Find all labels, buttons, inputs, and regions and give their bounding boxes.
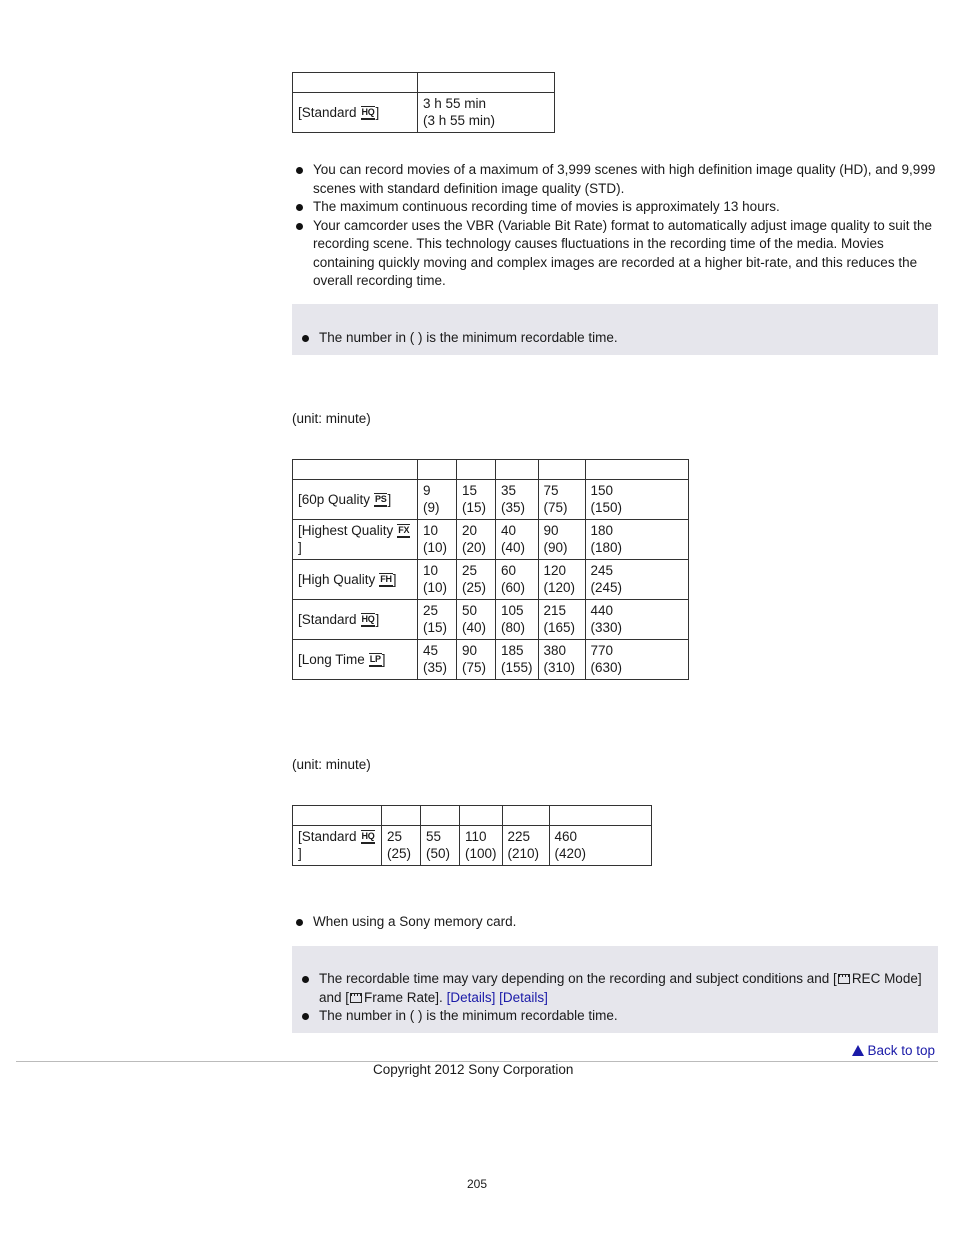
time-value: 90 bbox=[543, 523, 559, 538]
list-item-text: REC Mode] and [ bbox=[319, 971, 922, 1005]
time-minimum: (15) bbox=[423, 620, 448, 635]
time-value: 120 bbox=[543, 563, 567, 578]
details-link[interactable]: [Details] bbox=[446, 989, 496, 1005]
time-cell bbox=[457, 480, 496, 520]
time-value: 45 bbox=[423, 643, 439, 658]
quality-label: [Standard bbox=[298, 104, 357, 120]
time-minimum: (330) bbox=[590, 620, 623, 635]
header-cell bbox=[538, 460, 585, 480]
fx-icon: FX bbox=[397, 524, 410, 538]
list-item-text: The number in ( ) is the minimum recordable time. bbox=[319, 1008, 618, 1023]
quality-cell bbox=[293, 93, 418, 133]
time-value: 10 bbox=[423, 563, 439, 578]
time-minimum: (15) bbox=[462, 500, 487, 515]
table-header-row bbox=[293, 73, 555, 93]
time-value: 770 bbox=[590, 643, 614, 658]
time-minimum: (630) bbox=[590, 660, 623, 675]
time-value: 40 bbox=[501, 523, 517, 538]
film-icon bbox=[350, 993, 362, 1003]
header-cell bbox=[460, 806, 503, 826]
time-value: 10 bbox=[423, 523, 439, 538]
header-cell bbox=[293, 73, 418, 93]
time-cell bbox=[538, 600, 585, 640]
bracket: ] bbox=[381, 651, 386, 667]
header-cell bbox=[549, 806, 651, 826]
list-item-text: The recordable time may vary depending on the recording and subject conditions and [ bbox=[319, 971, 837, 986]
time-value: 380 bbox=[543, 643, 567, 658]
time-value: 150 bbox=[590, 483, 614, 498]
header-cell bbox=[585, 460, 688, 480]
time-value: 225 bbox=[507, 829, 531, 844]
time-cell bbox=[418, 600, 457, 640]
details-link[interactable]: [Details] bbox=[499, 989, 548, 1005]
quality-cell bbox=[293, 600, 418, 640]
bullet-icon bbox=[302, 976, 309, 983]
time-minimum: (9) bbox=[423, 500, 440, 515]
time-cell bbox=[549, 826, 651, 866]
header-cell bbox=[418, 73, 555, 93]
header-cell bbox=[382, 806, 421, 826]
header-cell bbox=[293, 806, 382, 826]
time-minimum: (3 h 55 min) bbox=[423, 113, 496, 128]
list-item-text: Your camcorder uses the VBR (Variable Bit Rate) format to automatically adjust image quality to suit the recording scene. This technology causes fluctuations in the recording time of the media. Movies containing quickly moving and complex images are recorded at a higher bit-rate, and this reduces the overall recording time. bbox=[313, 217, 933, 288]
notes-list-1 bbox=[293, 161, 938, 291]
time-minimum: (40) bbox=[501, 540, 526, 555]
unit-label: (unit: minute) bbox=[292, 411, 371, 426]
list-item bbox=[293, 161, 938, 198]
table-header-row bbox=[293, 460, 689, 480]
time-minimum: (10) bbox=[423, 580, 448, 595]
time-value: 440 bbox=[590, 603, 614, 618]
list-item bbox=[299, 1007, 929, 1026]
time-cell bbox=[496, 560, 539, 600]
time-value: 15 bbox=[462, 483, 478, 498]
header-cell bbox=[496, 460, 539, 480]
bullet-icon bbox=[296, 919, 303, 926]
time-value: 110 bbox=[465, 829, 487, 844]
header-cell bbox=[502, 806, 549, 826]
list-item bbox=[299, 329, 929, 348]
time-cell bbox=[585, 600, 688, 640]
time-cell bbox=[496, 600, 539, 640]
time-cell bbox=[502, 826, 549, 866]
time-minimum: (90) bbox=[543, 540, 568, 555]
time-minimum: (50) bbox=[426, 846, 451, 861]
quality-cell bbox=[293, 560, 418, 600]
time-value: 185 bbox=[501, 643, 524, 658]
time-cell bbox=[457, 640, 496, 680]
time-value: 35 bbox=[501, 483, 517, 498]
note-list-1 bbox=[299, 329, 929, 348]
time-cell bbox=[585, 480, 688, 520]
time-value: 90 bbox=[462, 643, 478, 658]
note-box-1 bbox=[292, 304, 938, 355]
time-value: 60 bbox=[501, 563, 517, 578]
quality-label: [Standard bbox=[298, 829, 357, 844]
recording-time-table-3 bbox=[292, 805, 652, 866]
unit-label: (unit: minute) bbox=[292, 757, 371, 772]
time-value: 245 bbox=[590, 563, 614, 578]
table-row bbox=[293, 826, 652, 866]
list-item-text: The maximum continuous recording time of movies is approximately 13 hours. bbox=[313, 199, 780, 214]
quality-cell bbox=[293, 520, 418, 560]
time-minimum: (165) bbox=[543, 620, 576, 635]
time-minimum: (310) bbox=[543, 660, 576, 675]
list-item-text: When using a Sony memory card. bbox=[313, 914, 517, 929]
quality-cell bbox=[293, 640, 418, 680]
bracket: ] bbox=[298, 846, 302, 861]
header-cell bbox=[418, 460, 457, 480]
recording-time-table-1 bbox=[292, 72, 555, 133]
quality-label: [Standard bbox=[298, 611, 357, 627]
time-minimum: (35) bbox=[423, 660, 448, 675]
notes-list-2 bbox=[293, 913, 938, 932]
time-minimum: (60) bbox=[501, 580, 526, 595]
list-item-text: You can record movies of a maximum of 3,999 scenes with high definition image quality (HD), and 9,999 scenes with standard definition image quality (STD). bbox=[313, 162, 936, 196]
quality-label: [Highest Quality bbox=[298, 523, 394, 538]
time-cell bbox=[418, 640, 457, 680]
ps-icon: PS bbox=[374, 493, 387, 507]
time-value: 3 h 55 min bbox=[423, 96, 487, 111]
time-minimum: (40) bbox=[462, 620, 487, 635]
time-minimum: (75) bbox=[543, 500, 568, 515]
time-value: 50 bbox=[462, 603, 478, 618]
time-value: 9 bbox=[423, 483, 431, 498]
list-item bbox=[293, 217, 938, 291]
page-number: 205 bbox=[466, 1177, 488, 1191]
time-minimum: (420) bbox=[554, 846, 587, 861]
time-cell bbox=[585, 520, 688, 560]
time-value: 25 bbox=[387, 829, 403, 844]
time-cell bbox=[457, 600, 496, 640]
note-list-2 bbox=[299, 970, 929, 1026]
quality-label: [Long Time bbox=[298, 651, 365, 667]
time-minimum: (80) bbox=[501, 620, 526, 635]
table-row bbox=[293, 560, 689, 600]
time-minimum: (35) bbox=[501, 500, 526, 515]
bullet-icon bbox=[302, 335, 309, 342]
time-cell bbox=[418, 560, 457, 600]
back-to-top-link[interactable] bbox=[852, 1043, 935, 1058]
header-cell bbox=[293, 460, 418, 480]
up-arrow-icon bbox=[852, 1045, 864, 1056]
time-minimum: (100) bbox=[465, 846, 497, 861]
note-box-2 bbox=[292, 946, 938, 1033]
list-item bbox=[293, 913, 938, 932]
quality-label: [60p Quality bbox=[298, 491, 371, 507]
lp-icon: LP bbox=[369, 653, 382, 667]
time-cell bbox=[538, 640, 585, 680]
time-minimum: (20) bbox=[462, 540, 487, 555]
time-cell bbox=[538, 560, 585, 600]
time-minimum: (210) bbox=[507, 846, 540, 861]
time-cell bbox=[382, 826, 421, 866]
time-value: 25 bbox=[462, 563, 478, 578]
time-cell bbox=[585, 640, 688, 680]
bullet-icon bbox=[296, 223, 303, 230]
list-item bbox=[299, 970, 929, 1007]
time-value: 180 bbox=[590, 523, 614, 538]
bracket: ] bbox=[298, 540, 302, 555]
hq-icon: HQ bbox=[361, 830, 376, 844]
time-cell bbox=[585, 560, 688, 600]
bracket: ] bbox=[375, 104, 380, 120]
table-row bbox=[293, 480, 689, 520]
table-row bbox=[293, 93, 555, 133]
time-minimum: (25) bbox=[387, 846, 412, 861]
bracket: ] bbox=[387, 491, 392, 507]
time-cell bbox=[496, 480, 539, 520]
list-item-text: The number in ( ) is the minimum recordable time. bbox=[319, 330, 618, 345]
time-cell bbox=[538, 520, 585, 560]
time-cell bbox=[496, 520, 539, 560]
time-minimum: (120) bbox=[543, 580, 576, 595]
table-row bbox=[293, 520, 689, 560]
time-value: 215 bbox=[543, 603, 567, 618]
fh-icon: FH bbox=[379, 573, 392, 587]
time-minimum: (150) bbox=[590, 500, 623, 515]
time-cell bbox=[418, 480, 457, 520]
bullet-icon bbox=[296, 167, 303, 174]
time-value: 25 bbox=[423, 603, 439, 618]
bracket: ] bbox=[392, 571, 397, 587]
time-cell bbox=[496, 640, 539, 680]
time-cell bbox=[460, 826, 503, 866]
time-cell bbox=[457, 560, 496, 600]
time-cell bbox=[418, 520, 457, 560]
quality-label: [High Quality bbox=[298, 571, 376, 587]
header-cell bbox=[457, 460, 496, 480]
time-value: 55 bbox=[426, 829, 442, 844]
hq-icon: HQ bbox=[361, 106, 376, 120]
time-cell bbox=[421, 826, 460, 866]
recording-time-table-2 bbox=[292, 459, 689, 680]
table-row bbox=[293, 640, 689, 680]
time-minimum: (180) bbox=[590, 540, 623, 555]
table-row bbox=[293, 600, 689, 640]
header-cell bbox=[421, 806, 460, 826]
hq-icon: HQ bbox=[361, 613, 376, 627]
time-minimum: (75) bbox=[462, 660, 487, 675]
list-item bbox=[293, 198, 938, 217]
list-item-text: Frame Rate]. bbox=[364, 989, 447, 1005]
bullet-icon bbox=[296, 204, 303, 211]
bullet-icon bbox=[302, 1013, 309, 1020]
time-minimum: (25) bbox=[462, 580, 487, 595]
time-minimum: (245) bbox=[590, 580, 623, 595]
time-minimum: (10) bbox=[423, 540, 448, 555]
time-value: 105 bbox=[501, 603, 524, 618]
time-value: 460 bbox=[554, 829, 578, 844]
time-cell bbox=[418, 93, 555, 133]
time-value: 20 bbox=[462, 523, 478, 538]
quality-cell bbox=[293, 480, 418, 520]
bracket: ] bbox=[375, 611, 380, 627]
quality-cell bbox=[293, 826, 382, 866]
film-icon bbox=[838, 974, 850, 984]
table-header-row bbox=[293, 806, 652, 826]
back-to-top-label: Back to top bbox=[867, 1043, 935, 1058]
copyright: Copyright 2012 Sony Corporation bbox=[373, 1062, 574, 1077]
time-cell bbox=[457, 520, 496, 560]
time-minimum: (155) bbox=[501, 660, 533, 675]
time-cell bbox=[538, 480, 585, 520]
time-value: 75 bbox=[543, 483, 559, 498]
